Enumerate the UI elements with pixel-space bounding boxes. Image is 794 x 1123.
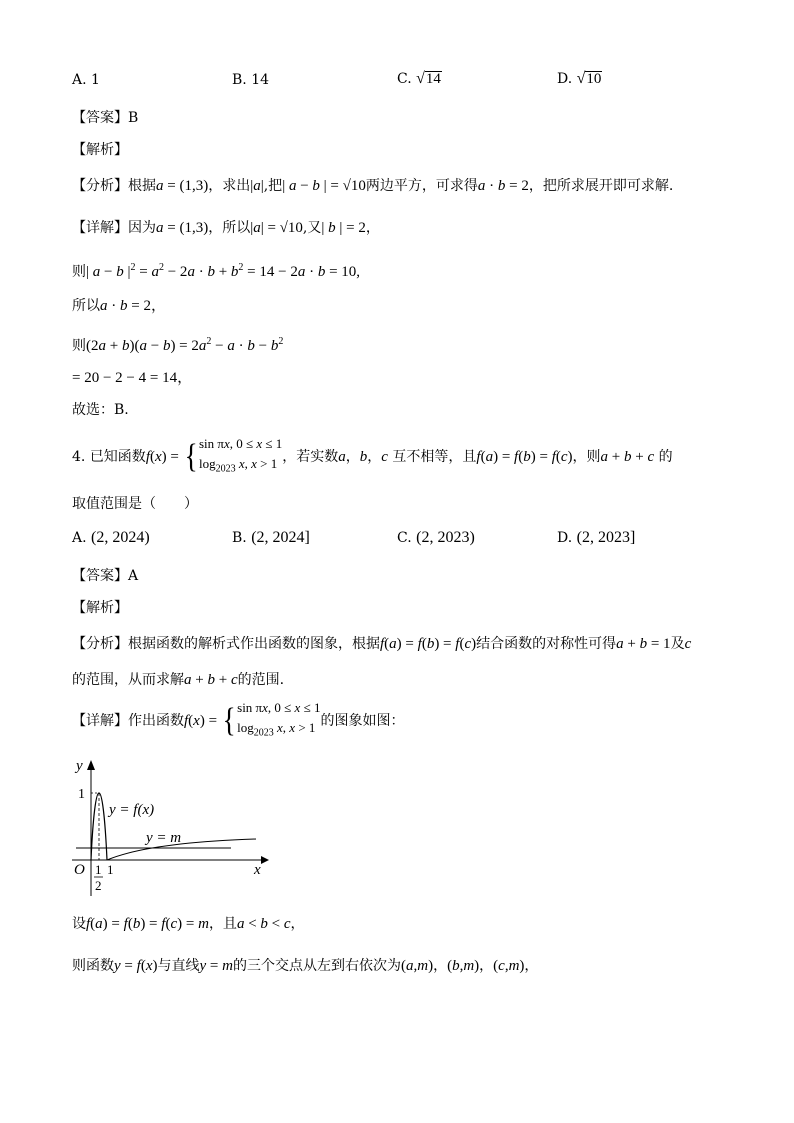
q3-step-3: 则$(2a + b)(a - b) = 2a^2 - a \cdot b - b^2$ xyxy=(72,336,284,354)
q3-answer: 【答案】B xyxy=(72,110,139,126)
half-denominator: 2 xyxy=(95,878,102,893)
q3-jiexi: 【解析】 xyxy=(72,142,128,158)
x-one-label: 1 xyxy=(107,862,114,877)
q4-intersections: 则函数y = f(x)与直线y = m的三个交点从左到右依次为(a,m)，(b,m)，(c,m)， xyxy=(72,958,539,974)
half-numerator: 1 xyxy=(95,862,102,877)
q4-option-b: B. (2, 2024] xyxy=(232,529,310,546)
q4-option-d: D. (2, 2023] xyxy=(557,529,636,546)
q3-fenxi: 【分析】根据a = (1,3)，求出|a|,把| a − b | = √10两边平方，可求得a · b = 2，把所求展开即可求解. xyxy=(72,178,674,194)
x-axis-arrow xyxy=(261,856,269,864)
curve-label: y = f(x) xyxy=(109,802,155,818)
y-axis-label: y xyxy=(76,758,83,774)
q3-choice: 故选：B. xyxy=(72,402,129,418)
y-axis-arrow xyxy=(87,760,95,770)
q4-fenxi: 【分析】根据函数的解析式作出函数的图象，根据f(a) = f(b) = f(c)结合函数的对称性可得a + b = 1及c xyxy=(72,636,692,652)
q3-option-a: A. 1 xyxy=(72,72,100,88)
q4-fenxi-line2: 的范围，从而求解a + b + c的范围. xyxy=(72,672,285,688)
log-curve xyxy=(107,839,256,860)
q3-xiangjie: 【详解】因为a = (1,3)，所以|a| = √10,又| b | = 2， xyxy=(72,220,380,236)
q4-stem-line2: 取值范围是（ ） xyxy=(72,496,198,512)
q3-step-1: 则| a − b $|^2 = a^2 - 2a \cdot b + b^2 = 14 - 2a \cdot b = 10$, xyxy=(72,262,361,280)
line-label: y = m xyxy=(146,830,182,846)
q4-jiexi: 【解析】 xyxy=(72,600,128,616)
q4-option-a: A. (2, 2024) xyxy=(72,529,150,546)
y-one-label: 1 xyxy=(78,787,85,802)
q4-answer: 【答案】A xyxy=(72,568,139,584)
q3-option-b: B. 14 xyxy=(232,72,270,88)
q4-xiangjie: 【详解】作出函数f(x) = { sin πx, 0 ≤ x ≤ 1 $\log_{2023} x$, x > 1 的图象如图： xyxy=(72,700,405,739)
q4-set-m: 设f(a) = f(b) = f(c) = m，且a < b < c， xyxy=(72,916,305,932)
q4-option-c: C. (2, 2023) xyxy=(397,529,475,546)
q3-option-c: C. √14 xyxy=(397,70,441,87)
q4-stem: 4. 已知函数f(x) = { sin πx, 0 ≤ x ≤ 1 $\log_{2023} x$, x > 1 ，若实数a，b，c 互不相等，且f(a) = f(b) = f(c)，则a + b + c 的 xyxy=(72,436,673,475)
q3-step-4: = 20 − 2 − 4 = 14， xyxy=(72,370,193,386)
origin-label: O xyxy=(74,862,85,878)
function-graph xyxy=(66,756,276,906)
x-axis-label: x xyxy=(254,862,261,878)
q3-step-2: 所以a · b = 2， xyxy=(72,298,166,314)
q3-option-d: D. √10 xyxy=(557,70,602,87)
